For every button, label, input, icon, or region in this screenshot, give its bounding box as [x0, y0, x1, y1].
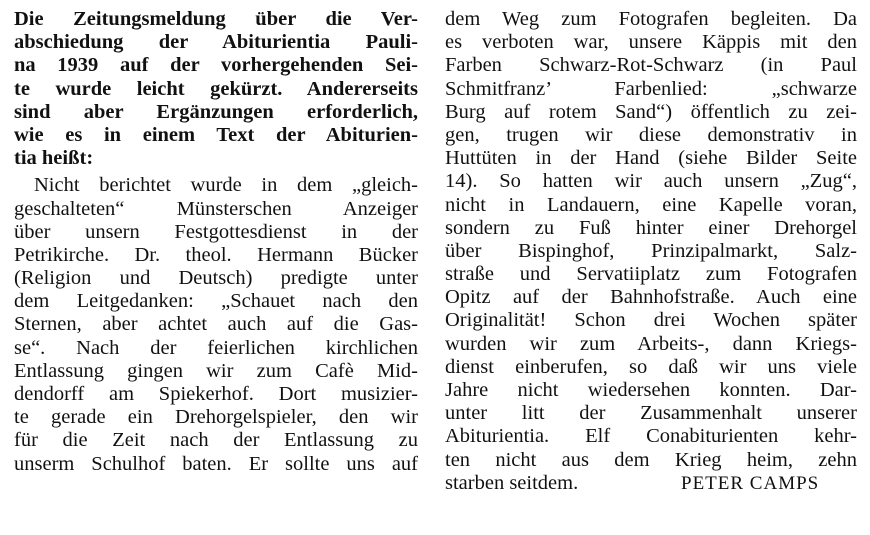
final-sentence: starben seitdem. [445, 471, 579, 494]
body-line: gen, trugen wir diese demonstrativ in [445, 123, 857, 146]
intro-line: na 1939 auf der vorhergehenden Sei- [14, 54, 418, 77]
right-column [445, 8, 857, 495]
body-line: se“. Nach der feierlichen kirchlichen [14, 336, 418, 359]
body-line: dem Leitgedanken: „Schauet nach den [14, 290, 418, 313]
body-line: über unsern Festgottesdienst in der [14, 220, 418, 243]
left-column [14, 8, 418, 476]
body-line: Sternen, aber achtet auch auf die Gas- [14, 313, 418, 336]
intro-line: abschiedung der Abiturientia Pauli- [14, 31, 418, 54]
intro-line: tia heißt: [14, 147, 94, 170]
body-line: (Religion und Deutsch) predigte unter [14, 267, 418, 290]
body-line: Entlassung gingen wir zum Cafè Mid- [14, 359, 418, 382]
intro-line: te wurde leicht gekürzt. Andererseits [14, 77, 418, 100]
body-line: Farben Schwarz-Rot-Schwarz (in Paul [445, 54, 857, 77]
body-line: Nicht berichtet wurde in dem „gleich- [34, 174, 418, 197]
body-line: wurden wir zum Arbeits-, dann Kriegs- [445, 332, 857, 355]
body-line: Schmitfranz’ Farbenlied: „schwarze [445, 77, 857, 100]
closing-line [445, 472, 857, 495]
body-line: dem Weg zum Fotografen begleiten. Da [445, 8, 857, 30]
body-line: ten nicht aus dem Krieg heim, zehn [445, 448, 857, 471]
body-line: Petrikirche. Dr. theol. Hermann Bücker [14, 243, 418, 266]
body-line: Originalität! Schon drei Wochen später [445, 309, 857, 332]
intro-line: wie es in einem Text der Abiturien- [14, 123, 418, 146]
body-line: nicht in Landauern, eine Kapelle voran, [445, 193, 857, 216]
body-line: dendorff am Spiekerhof. Dort musizier- [14, 383, 418, 405]
body-line: unter litt der Zusammenhalt unserer [445, 402, 857, 425]
body-line: sondern zu Fuß hinter einer Drehorgel [445, 216, 857, 239]
body-line: unserm Schulhof baten. Er sollte uns auf [14, 452, 418, 475]
body-line: Burg auf rotem Sand“) öffentlich zu zei- [445, 100, 857, 123]
body-line: für die Zeit nach der Entlassung zu [14, 429, 418, 452]
body-line: Abiturientia. Elf Conabiturienten kehr- [445, 425, 857, 448]
author-signature: PETER CAMPS [681, 472, 820, 494]
body-line: straße und Servatiiplatz zum Fotografen [445, 263, 857, 286]
body-line: Opitz auf der Bahnhofstraße. Auch eine [445, 286, 857, 309]
body-line: über Bispinghof, Prinzipalmarkt, Salz- [445, 239, 857, 262]
body-line: dienst einberufen, so daß wir uns viele [445, 355, 857, 378]
body-line: te gerade ein Drehorgelspieler, den wir [14, 406, 418, 429]
body-line: es verboten war, unsere Käppis mit den [445, 31, 857, 54]
intro-line: Die Zeitungsmeldung über die Ver- [14, 8, 418, 30]
body-line: geschalteten“ Münsterschen Anzeiger [14, 197, 418, 220]
intro-line: sind aber Ergänzungen erforderlich, [14, 100, 418, 123]
intro-paragraph [14, 8, 418, 170]
body-paragraph-left [14, 174, 418, 475]
body-line: Jahre nicht wiedersehen konnten. Dar- [445, 379, 857, 401]
body-line: 14). So hatten wir auch unsern „Zug“, [445, 170, 857, 193]
body-paragraph-right [445, 8, 857, 495]
body-line: Huttüten in der Hand (siehe Bilder Seite [445, 147, 857, 170]
